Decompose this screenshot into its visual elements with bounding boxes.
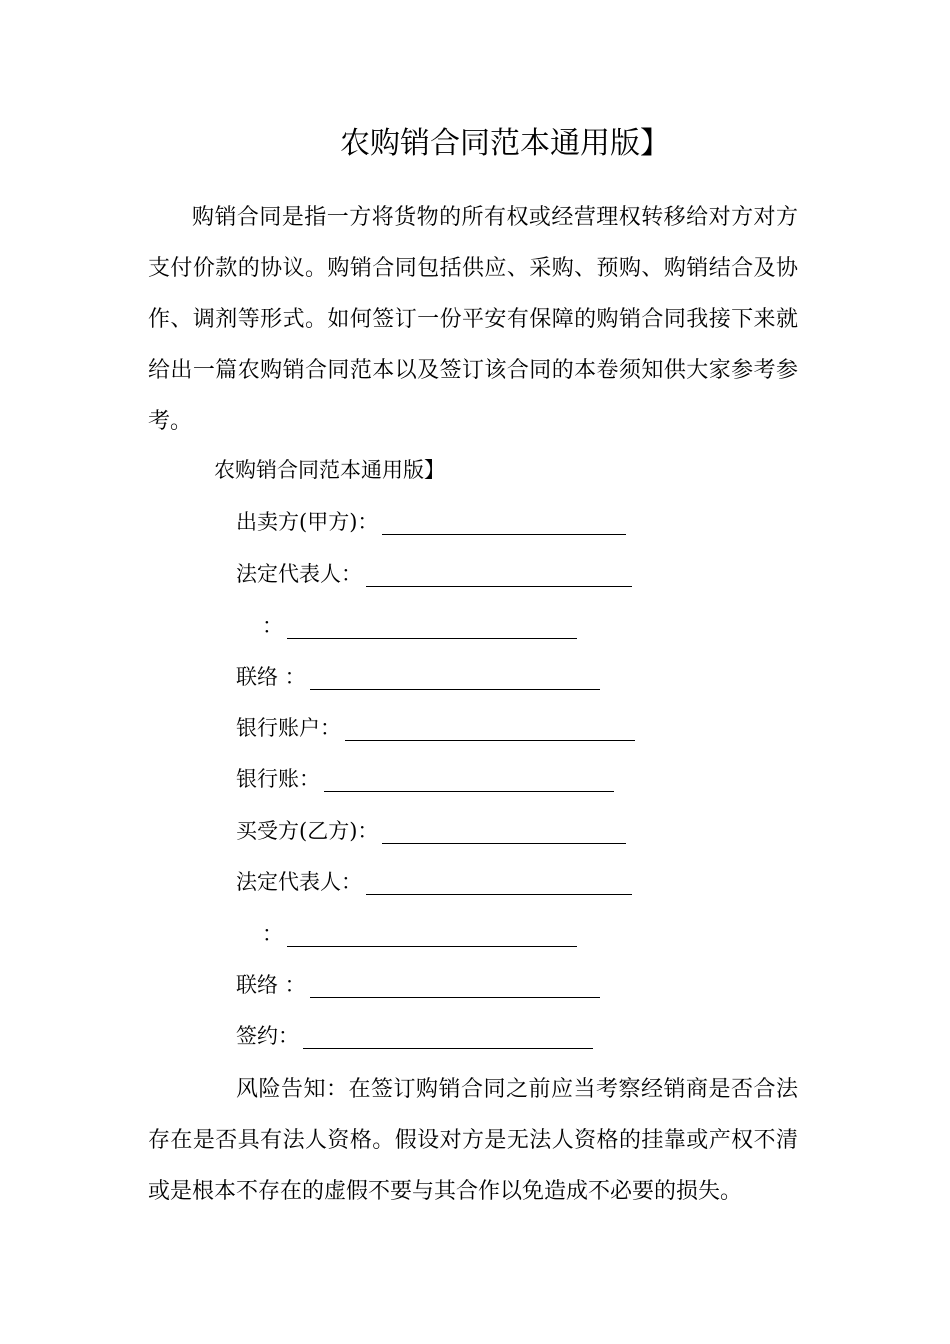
seller-label: 出卖方(甲方)：	[236, 510, 379, 534]
signing-blank	[303, 1016, 593, 1049]
seller-contact-blank	[310, 657, 600, 690]
seller-rep-field	[236, 552, 632, 596]
buyer-field	[236, 809, 626, 853]
buyer-blank	[382, 811, 626, 844]
seller-bank-account-label: 银行账户：	[236, 716, 341, 740]
intro-line: 给出一篇农购销合同范本以及签订该合同的本卷须知供大家参考参	[148, 358, 798, 383]
document-title: 农购销合同范本通用版】	[340, 126, 670, 161]
risk-line: 风险告知：在签订购销合同之前应当考察经销商是否合法	[236, 1077, 798, 1102]
seller-bank-account-field	[236, 706, 635, 750]
signing-label: 签约：	[236, 1024, 299, 1048]
buyer-contact-label: 联络 ：	[236, 973, 306, 997]
buyer-contact-field	[236, 963, 600, 1007]
seller-rep-blank	[366, 554, 632, 587]
seller-contact-field	[236, 655, 600, 699]
seller-colon-label: ：	[262, 614, 283, 638]
buyer-label: 买受方(乙方)：	[236, 819, 379, 843]
risk-line: 存在是否具有法人资格。假设对方是无法人资格的挂靠或产权不清	[148, 1128, 798, 1153]
signing-field	[236, 1014, 593, 1058]
buyer-colon-label: ：	[262, 922, 283, 946]
intro-line: 支付价款的协议。购销合同包括供应、采购、预购、购销结合及协	[148, 256, 798, 281]
seller-rep-label: 法定代表人：	[236, 562, 362, 586]
intro-line: 考。	[148, 409, 193, 434]
seller-contact-label: 联络 ：	[236, 665, 306, 689]
buyer-contact-blank	[310, 965, 600, 998]
buyer-colon-blank	[287, 914, 577, 947]
buyer-rep-blank	[366, 862, 632, 895]
intro-line: 购销合同是指一方将货物的所有权或经营理权转移给对方对方	[192, 205, 798, 230]
seller-blank	[382, 502, 626, 535]
seller-colon-blank	[287, 606, 577, 639]
contract-subtitle: 农购销合同范本通用版】	[214, 458, 445, 482]
buyer-rep-label: 法定代表人：	[236, 870, 362, 894]
risk-notice-paragraph	[148, 1064, 798, 1217]
risk-line: 或是根本不存在的虚假不要与其合作以免造成不必要的损失。	[148, 1179, 743, 1204]
intro-paragraph	[148, 192, 798, 447]
seller-bank-no-field	[236, 757, 614, 801]
buyer-rep-field	[236, 860, 632, 904]
seller-field	[236, 500, 626, 544]
seller-bank-account-blank	[345, 708, 635, 741]
seller-bank-no-label: 银行账：	[236, 767, 320, 791]
seller-colon-field	[262, 604, 577, 648]
intro-line: 作、调剂等形式。如何签订一份平安有保障的购销合同我接下来就	[148, 307, 798, 332]
seller-bank-no-blank	[324, 759, 614, 792]
buyer-colon-field	[262, 912, 577, 956]
